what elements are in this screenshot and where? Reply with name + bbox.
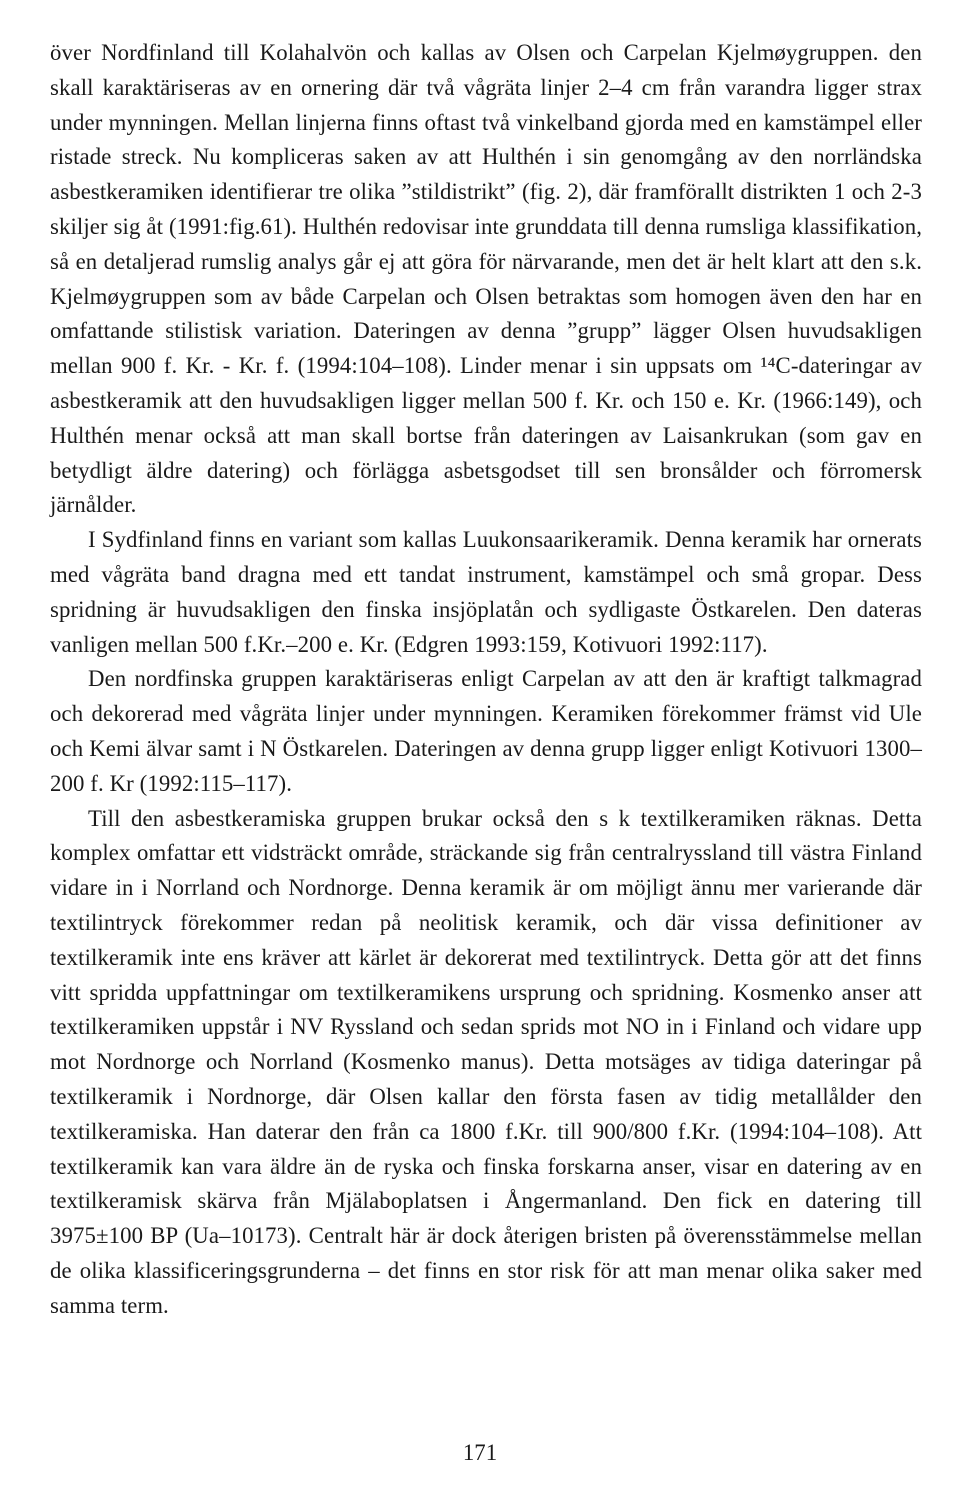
paragraph-3: Den nordfinska gruppen karaktäriseras enligt Carpelan av att den är kraftigt talkmagrad och dekorerad med vågräta linjer under mynningen. Keramiken förekommer främst vid Ule och Kemi älvar samt i N Östkarelen. Dateringen av denna grupp ligger enligt Kotivuori 1300–200 f. Kr (1992:115–117). (50, 666, 922, 796)
page-number: 171 (462, 1440, 498, 1465)
paragraph-2: I Sydfinland finns en variant som kallas Luukonsaarikeramik. Denna keramik har ornerats med vågräta band dragna med ett tandat instrument, kamstämpel och små gropar. Dess spridning är huvudsakligen den finska insjöplatån och sydligaste Östkarelen. Den dateras vanligen mellan 500 f.Kr.–200 e. Kr. (Edgren 1993:159, Kotivuori 1992:117). (50, 527, 922, 657)
paragraph-1: över Nordfinland till Kolahalvön och kallas av Olsen och Carpelan Kjelmøygruppen. den skall karaktäriseras av en ornering där två vågräta linjer 2–4 cm från varandra ligger strax under mynningen. Mellan linjerna finns oftast två vinkelband gjorda med en kamstämpel eller ristade streck. Nu kompliceras saken av att Hulthén i sin genomgång av den norrländska asbestkeramiken identifierar tre olika ”stildistrikt” (fig. 2), där framförallt distrikten 1 och 2-3 skiljer sig åt (1991:fig.61). Hulthén redovisar inte grunddata till denna rumsliga klassifikation, så en detaljerad rumslig analys går ej att göra för närvarande, men det är helt klart att den s.k. Kjelmøygruppen som av både Carpelan och Olsen betraktas som homogen även den har en omfattande stilistisk variation. Dateringen av denna ”grupp” lägger Olsen huvudsakligen mellan 900 f. Kr. - Kr. f. (1994:104–108). Linder menar i sin uppsats om ¹⁴C-dateringar av asbestkeramik att den huvudsakligen ligger mellan 500 f. Kr. och 150 e. Kr. (1966:149), och Hulthén menar också att man skall bortse från dateringen av Laisankrukan (som gav en betydligt äldre datering) och förlägga asbetsgodset till sen bronsålder och förromersk järnålder. (50, 40, 922, 518)
paragraph-4: Till den asbestkeramiska gruppen brukar också den s k textilkeramiken räknas. Detta komplex omfattar ett vidsträckt område, sträckande sig från centralryssland till västra Finland vidare in i Norrland och Nordnorge. Denna keramik är om möjligt ännu mer varierande där textilintryck förekommer redan på neolitisk keramik, och där vissa definitioner av textilkeramik inte ens kräver att kärlet är dekorerat med textilintryck. Detta gör att det finns vitt spridda uppfattningar om textilkeramikens ursprung och spridning. Kosmenko anser att textilkeramiken uppstår i NV Ryssland och sedan sprids mot NO in i Finland och vidare upp mot Nordnorge och Norrland (Kosmenko manus). Detta motsäges av tidiga dateringar på textilkeramik i Nordnorge, där Olsen kallar den första fasen av tidig metallålder den textilkeramiska. Han daterar den från ca 1800 f.Kr. till 900/800 f.Kr. (1994:104–108). Att textilkeramik kan vara äldre än de ryska och finska forskarna anser, visar en datering av en textilkeramisk skärva från Mjälaboplatsen i Ångermanland. Den fick en datering till 3975±100 BP (Ua–10173). Centralt här är dock återigen bristen på överensstämmelse mellan de olika klassificeringsgrunderna – det finns en stor risk för att man menar olika saker med samma term. (50, 805, 922, 1318)
